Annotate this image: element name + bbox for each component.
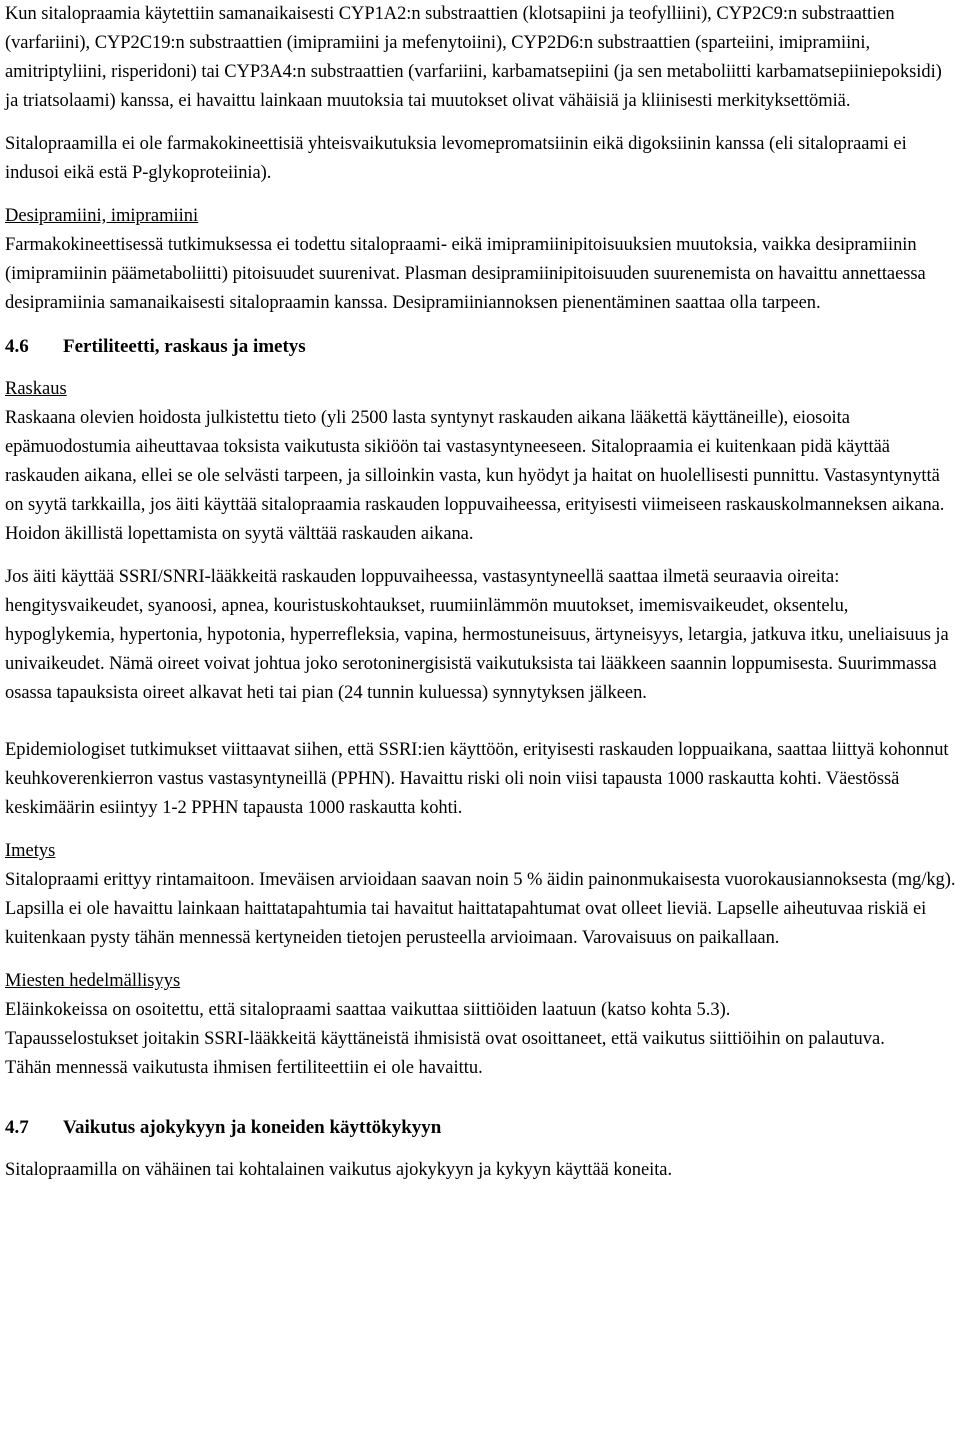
paragraph-fertility-line-2: Tapausselostukset joitakin SSRI-lääkkeitä käyttäneistä ihmisistä ovat osoittaneet, että vaikutus siittiöihin on palautuva. [5,1029,885,1049]
section-number: 4.6 [5,336,29,357]
subheading-pregnancy: Raskaus [5,379,67,399]
section-heading-4-7 [5,1113,957,1142]
paragraph-fertility-line-3: Tähän mennessä vaikutusta ihmisen fertiliteettiin ei ole havaittu. [5,1058,483,1078]
paragraph-pregnancy-3: Epidemiologiset tutkimukset viittaavat siihen, että SSRI:ien käyttöön, erityisesti raskauden loppuaikana, saattaa liittyä kohonnut keuhkoverenkierron vastus vastasyntyneillä (PPHN). Havaittu riski oli noin viisi tapausta 1000 raskautta kohti. Väestössä keskimäärin esiintyy 1-2 PPHN tapausta 1000 raskautta kohti. [5,740,949,818]
paragraph-levomepromazine: Sitalopraamilla ei ole farmakokineettisiä yhteisvaikutuksia levomepromatsiinin eikä digoksiinin kanssa (eli sitalopraami ei indusoi eikä estä P-glykoproteiinia). [5,134,907,183]
document-page [5,0,957,1199]
section-desipramine [5,202,957,318]
section-number: 4.7 [5,1117,29,1138]
spacer [5,1083,957,1103]
paragraph-driving: Sitalopraamilla on vähäinen tai kohtalainen vaikutus ajokykyyn ja kykyyn käyttää koneita. [5,1160,673,1180]
subheading-male-fertility: Miesten hedelmällisyys [5,971,181,991]
section-breastfeeding [5,837,957,953]
paragraph-desipramine: Farmakokineettisessä tutkimuksessa ei todettu sitalopraami- eikä imipramiinipitoisuuksien muutoksia, vaikka desipramiinin (imipramiinin päämetaboliitti) pitoisuudet suurenivat. Plasman desipramiinipitoisuuden suurenemista on havaittu annettaessa desipramiinia samanaikaisesti sitalopraamin kanssa. Desipramiiniannoksen pienentäminen saattaa olla tarpeen. [5,235,926,313]
section-title: Vaikutus ajokykyyn ja koneiden käyttökykyyn [63,1117,442,1138]
section-heading-4-6 [5,332,957,361]
paragraph-cyp-interactions: Kun sitalopraamia käytettiin samanaikaisesti CYP1A2:n substraattien (klotsapiini ja teofylliini), CYP2C9:n substraattien (varfariini), CYP2C19:n substraattien (imipramiini ja mefenytoiini), CYP2D6:n substraattien (sparteiini, imipramiini, amitriptyliini, risperidoni) tai CYP3A4:n substraattien (varfariini, karbamatsepiini (ja sen metaboliitti karbamatsepiiniepoksidi) ja triatsolaami) kanssa, ei havaittu lainkaan muutoksia tai muutokset olivat vähäisiä ja kliinisesti merkityksettömiä. [5,4,942,111]
paragraph-pregnancy-2: Jos äiti käyttää SSRI/SNRI-lääkkeitä raskauden loppuvaiheessa, vastasyntyneellä saattaa ilmetä seuraavia oireita: hengitysvaikeudet, syanoosi, apnea, kouristuskohtaukset, ruumiinlämmön muutokset, imemisvaikeudet, oksentelu, hypoglykemia, hypertonia, hypotonia, hyperrefleksia, vapina, hermostuneisuus, ärtyneisyys, letargia, jatkuva itku, uneliaisuus ja univaikeudet. Nämä oireet voivat johtua joko serotoninergisistä vaikutuksista tai lääkkeen saannin loppumisesta. Suurimmassa osassa tapauksista oireet alkavat heti tai pian (24 tunnin kuluessa) synnytyksen jälkeen. [5,567,949,703]
paragraph-breastfeeding: Sitalopraami erittyy rintamaitoon. Imeväisen arvioidaan saavan noin 5 % äidin painonmukaisesta vuorokausiannoksesta (mg/kg). Lapsilla ei ole havaittu lainkaan haittatapahtumia tai havaitut haittatapahtumat ovat olleet lieviä. Lapselle aiheutuvaa riskiä ei kuitenkaan pysty tähän mennessä kertyneiden tietojen perusteella arvioimaan. Varovaisuus on paikallaan. [5,870,956,948]
paragraph-fertility-line-1: Eläinkokeissa on osoitettu, että sitalopraami saattaa vaikuttaa siittiöiden laatuun (katso kohta 5.3). [5,1000,731,1020]
section-title: Fertiliteetti, raskaus ja imetys [63,336,306,357]
spacer [5,722,957,736]
paragraph-pregnancy-1: Raskaana olevien hoidosta julkistettu tieto (yli 2500 lasta syntynyt raskauden aikana lääkettä käyttäneille), eiosoita epämuodostumia aiheuttavaa toksista vaikutusta sikiöön tai vastasyntyneeseen. Sitalopraamia ei kuitenkaan pidä käyttää raskauden aikana, ellei se ole selvästi tarpeen, ja silloinkin vasta, kun hyödyt ja haitat on huolellisesti punnittu. Vastasyntynyttä on syytä tarkkailla, jos äiti käyttää sitalopraamia raskauden loppuvaiheessa, erityisesti viimeiseen raskauskolmanneksen aikana. Hoidon äkillistä lopettamista on syytä välttää raskauden aikana. [5,408,945,544]
subheading-desipramine: Desipramiini, imipramiini [5,206,199,226]
section-male-fertility [5,967,957,1083]
section-pregnancy [5,375,957,823]
subheading-breastfeeding: Imetys [5,841,56,861]
